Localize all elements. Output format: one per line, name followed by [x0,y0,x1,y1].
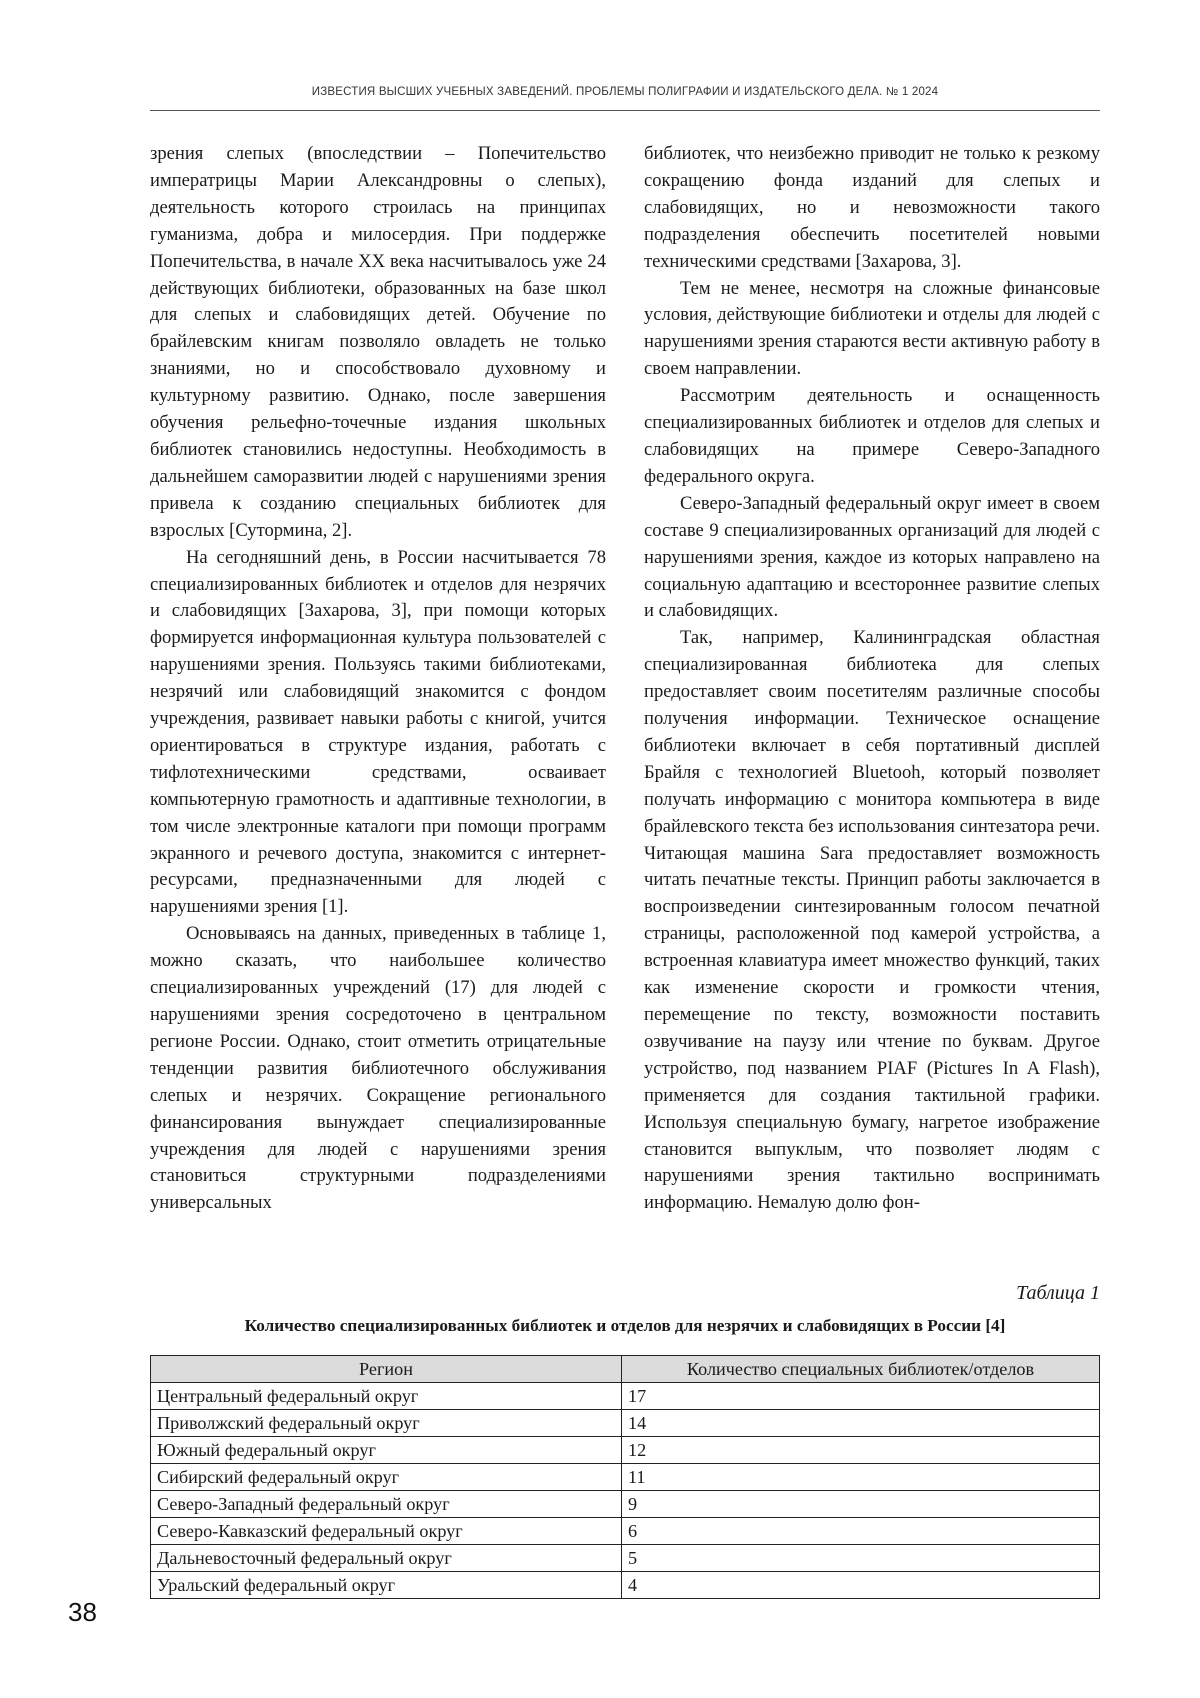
table-row [151,1491,1100,1518]
table-row [151,1383,1100,1410]
table-row [151,1410,1100,1437]
paragraph: библиотек, что неизбежно приводит не только к резкому сокращению фонда изданий для слепых и слабовидящих, но и невозможности такого подразделения обеспечить посетителей новыми техническими средствами [Захарова, 3]. [644,143,1100,272]
paragraph: Так, например, Калининградская областная специализированная библиотека для слепых предоставляет своим посетителям различные способы получения информации. Техническое оснащение библиотеки включает в себя портативный дисплей Брайля с технологией Bluetooh, который позволяет получать информацию с монитора компьютера в виде брайлевского текста без использования синтезатора речи. Читающая машина Sara предоставляет возможность читать печатные тексты. Принцип работы заключается в воспроизведении синтезированным голосом печатной страницы, расположенной под камерой устройства, а встроенная клавиатура имеет множество функций, таких как изменение скорости и громкости чтения, перемещение по тексту, возможности поставить озвучивание на паузу или чтение по буквам. Другое устройство, под названием PIAF (Pictures In A Flash), применяется для создания тактильной графики. Используя специальную бумагу, нагретое изображение становится выпуклым, что позволяет людям с нарушениями зрения тактильно воспринимать информацию. Немалую долю фон- [644,627,1100,1214]
paragraph: Тем не менее, несмотря на сложные финансовые условия, действующие библиотеки и отделы для людей с нарушениями зрения стараются вести активную работу в своем направлении. [644,277,1100,380]
count-cell: 9 [622,1491,1100,1518]
page-number: 38 [68,1597,97,1627]
count-cell: 11 [622,1464,1100,1491]
count-cell: 6 [622,1518,1100,1545]
count-cell: 12 [622,1437,1100,1464]
paragraph: Рассмотрим деятельность и оснащенность специализированных библиотек и отделов для слепых и слабовидящих на примере Северо-Западного федерального округа. [644,385,1100,487]
region-cell: Сибирский федеральный округ [151,1464,622,1491]
libraries-table [150,1355,1100,1599]
table-header-row [151,1356,1100,1383]
running-head: ИЗВЕСТИЯ ВЫСШИХ УЧЕБНЫХ ЗАВЕДЕНИЙ. ПРОБЛЕМЫ ПОЛИГРАФИИ И ИЗДАТЕЛЬСКОГО ДЕЛА. № 1 2024 [311,86,939,98]
paragraph: Северо-Западный федеральный округ имеет в своем составе 9 специализированных организаций для людей с нарушениями зрения, каждое из которых направлено на социальную адаптацию и всестороннее развитие слепых и слабовидящих. [644,492,1100,622]
region-cell: Северо-Кавказский федеральный округ [151,1518,622,1545]
table-row [151,1464,1100,1491]
paragraph: На сегодняшний день, в России насчитывается 78 специализированных библиотек и отделов для незрячих и слабовидящих [Захарова, 3], при помощи которых формируется информационная культура пользователей с нарушениями зрения. Пользуясь такими библиотеками, незрячий или слабовидящий знакомится с фондом учреждения, развивает навыки работы с книгой, учится ориентироваться в структуре издания, работать с тифлотехническими средствами, осваивает компьютерную грамотность и адаптивные технологии, в том числе электронные каталоги при помощи программ экранного и речевого доступа, знакомится с интернет-ресурсами, предназначенными для людей с нарушениями зрения [1]. [150,546,606,918]
table-row [151,1437,1100,1464]
left-column [150,141,606,1217]
table-row [151,1545,1100,1572]
region-cell: Центральный федеральный округ [151,1383,622,1410]
header-region: Регион [151,1356,622,1383]
header-rule [150,110,1100,111]
region-cell: Дальневосточный федеральный округ [151,1545,622,1572]
region-cell: Приволжский федеральный округ [151,1410,622,1437]
region-cell: Южный федеральный округ [151,1437,622,1464]
header-count: Количество специальных библиотек/отделов [622,1356,1100,1383]
paragraph: Основываясь на данных, приведенных в таблице 1, можно сказать, что наибольшее количество специализированных учреждений (17) для людей с нарушениями зрения сосредоточено в центральном регионе России. Однако, стоит отметить отрицательные тенденции развития библиотечного обслуживания слепых и незрячих. Сокращение регионального финансирования вынуждает специализированные учреждения для людей с нарушениями зрения становиться структурными подразделениями универсальных [150,923,606,1214]
region-cell: Уральский федеральный округ [151,1572,622,1599]
table-row [151,1572,1100,1599]
count-cell: 4 [622,1572,1100,1599]
paragraph: зрения слепых (впоследствии – Попечительство императрицы Марии Александровны о слепых), деятельность которого строилась на принципах гуманизма, добра и милосердия. При поддержке Попечительства, в начале XX века насчитывалось уже 24 действующих библиотеки, образованных на базе школ для слепых и слабовидящих детей. Обучение по брайлевским книгам позволяло овладеть не только знаниями, но и способствовало духовному и культурному развитию. Однако, после завершения обучения рельефно-точечные издания школьных библиотек становились недоступны. Необходимость в дальнейшем саморазвитии людей с нарушениями зрения привела к созданию специальных библиотек для взрослых [Сутормина, 2]. [150,143,606,541]
right-column [644,141,1100,1217]
count-cell: 14 [622,1410,1100,1437]
table-title: Количество специализированных библиотек и отделов для незрячих и слабовидящих в России [4] [244,1316,1006,1335]
region-cell: Северо-Западный федеральный округ [151,1491,622,1518]
count-cell: 17 [622,1383,1100,1410]
table-row [151,1518,1100,1545]
count-cell: 5 [622,1545,1100,1572]
table-label: Таблица 1 [1016,1282,1100,1304]
